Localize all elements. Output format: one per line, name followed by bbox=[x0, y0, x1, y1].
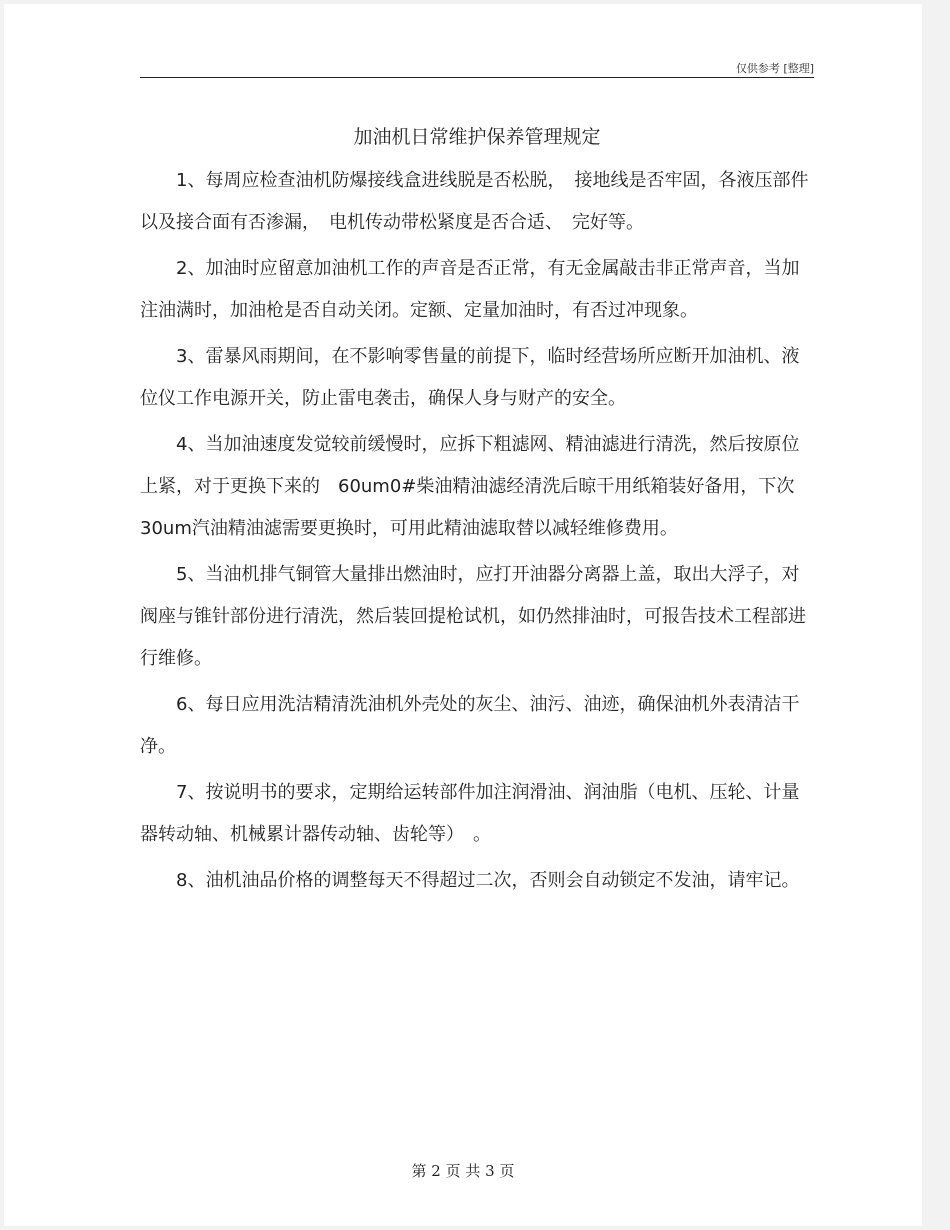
paragraph: 3、雷暴风雨期间，在不影响零售量的前提下，临时经营场所应断开加油机、液位仪工作电源开关，防止雷电袭击，确保人身与财产的安全。 bbox=[140, 346, 800, 409]
paragraph: 8、油机油品价格的调整每天不得超过二次，否则会自动锁定不发油，请牢记。 bbox=[176, 870, 800, 891]
paragraph: 7、按说明书的要求，定期给运转部件加注润滑油、润油脂（电机、压轮、计量器转动轴、机械累计器传动轴、齿轮等） 。 bbox=[140, 782, 800, 845]
paragraph: 1、每周应检查油机防爆接线盒进线脱是否松脱， 接地线是否牢固，各液压部件以及接合面有否渗漏， 电机传动带松紧度是否合适、 完好等。 bbox=[140, 170, 809, 233]
page-header: 仅供参考 [整理] bbox=[735, 62, 814, 75]
document-title: 加油机日常维护保养管理规定 bbox=[353, 126, 601, 148]
paragraph: 2、加油时应留意加油机工作的声音是否正常，有无金属敲击非正常声音，当加注油满时，加油枪是否自动关闭。定额、定量加油时，有否过冲现象。 bbox=[140, 258, 800, 321]
paragraph: 4、当加油速度发觉较前缓慢时，应拆下粗滤网、精油滤进行清洗，然后按原位上紧，对于更换下来的 60um0#柴油精油滤经清洗后晾干用纸箱装好备用，下次 30um汽油精油滤需要更换时，可用此精油滤取替以减轻维修费用。 bbox=[140, 434, 813, 539]
paragraph: 5、当油机排气铜管大量排出燃油时，应打开油器分离器上盖，取出大浮子，对阀座与锥针部份进行清洗，然后装回提枪试机，如仍然排油时，可报告技术工程部进行维修。 bbox=[140, 564, 806, 669]
document-body bbox=[140, 160, 814, 906]
page-footer: 第 2 页 共 3 页 bbox=[411, 1162, 515, 1180]
header-divider bbox=[140, 77, 814, 78]
document-page bbox=[4, 4, 922, 1226]
paragraph: 6、每日应用洗洁精清洗油机外壳处的灰尘、油污、油迹，确保油机外表清洁干净。 bbox=[140, 694, 800, 757]
